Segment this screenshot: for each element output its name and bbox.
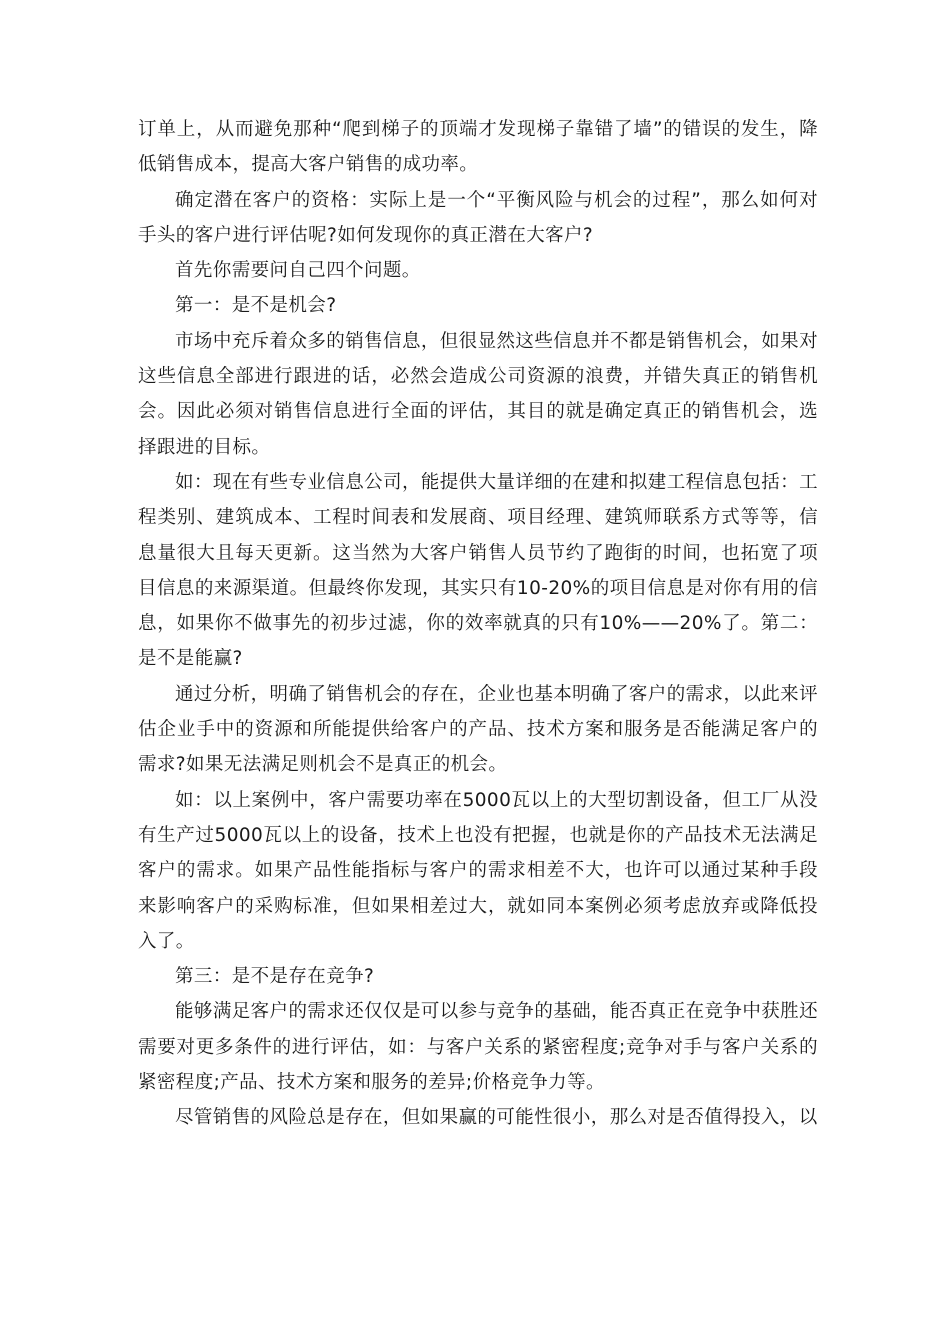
heading-question-1: 第一：是不是机会? <box>175 295 337 317</box>
paragraph-2: 确定潜在客户的资格：实际上是一个“平衡风险与机会的过程”，那么如何对手头的客户进行评估呢?如何发现你的真正潜在大客户? <box>138 189 818 246</box>
paragraph-7: 通过分析，明确了销售机会的存在，企业也基本明确了客户的需求，以此来评估企业手中的资源和所能提供给客户的产品、技术方案和服务是否能满足客户的需求?如果无法满足则机会不是真正的机会。 <box>138 683 818 776</box>
heading-question-3: 第三：是不是存在竞争? <box>175 966 375 988</box>
paragraph-8: 如：以上案例中，客户需要功率在5000瓦以上的大型切割设备，但工厂从没有生产过5000瓦以上的设备，技术上也没有把握，也就是你的产品技术无法满足客户的需求。如果产品性能指标与客户的需求相差不大，也许可以通过某种手段来影响客户的采购标准，但如果相差过大，就如同本案例必须考虑放弃或降低投入了。 <box>138 789 818 952</box>
paragraph-1: 订单上，从而避免那种“爬到梯子的顶端才发现梯子靠错了墙”的错误的发生，降低销售成本，提高大客户销售的成功率。 <box>138 119 818 176</box>
paragraph-6: 如：现在有些专业信息公司，能提供大量详细的在建和拟建工程信息包括：工程类别、建筑成本、工程时间表和发展商、项目经理、建筑师联系方式等等，信息量很大且每天更新。这当然为大客户销售人员节约了跑街的时间，也拓宽了项目信息的来源渠道。但最终你发现，其实只有10-20%的项目信息是对你有用的信息，如果你不做事先的初步过滤，你的效率就真的只有10%——20%了。第二：是不是能赢? <box>138 471 818 670</box>
paragraph-5: 市场中充斥着众多的销售信息，但很显然这些信息并不都是销售机会，如果对这些信息全部进行跟进的话，必然会造成公司资源的浪费，并错失真正的销售机会。因此必须对销售信息进行全面的评估，其目的就是确定真正的销售机会，选择跟进的目标。 <box>138 330 818 458</box>
paragraph-3: 首先你需要问自己四个问题。 <box>175 260 421 282</box>
document-body <box>138 112 818 1136</box>
paragraph-11: 尽管销售的风险总是存在，但如果赢的可能性很小，那么对是否值得投入，以 <box>175 1107 818 1129</box>
paragraph-10: 能够满足客户的需求还仅仅是可以参与竞争的基础，能否真正在竞争中获胜还需要对更多条件的进行评估，如：与客户关系的紧密程度;竞争对手与客户关系的紧密程度;产品、技术方案和服务的差异;价格竞争力等。 <box>138 1001 818 1094</box>
